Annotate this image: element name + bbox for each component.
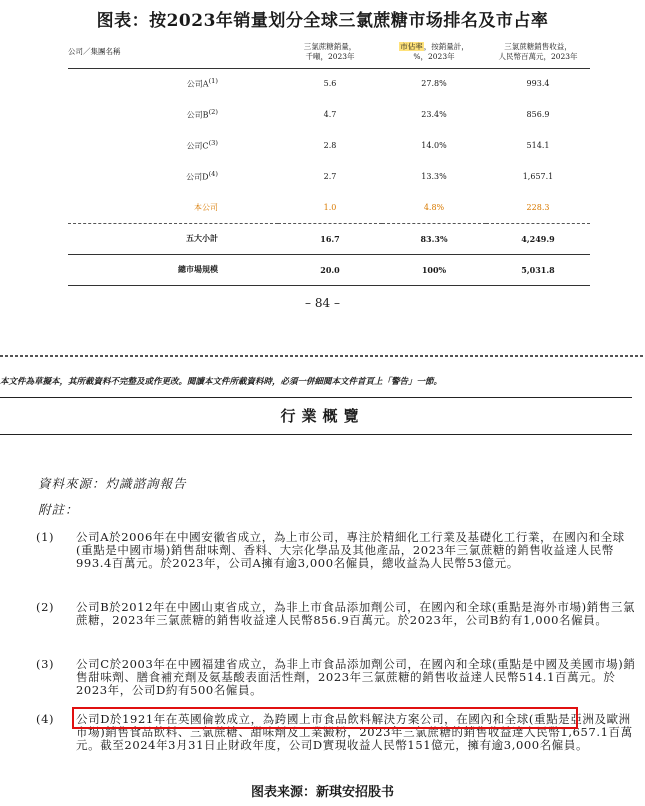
notes-label: 附註：: [38, 502, 79, 517]
red-annotation-box: [72, 707, 578, 729]
note-number: (2): [36, 600, 55, 614]
draft-disclaimer: 本文件為草擬本，其所載資料不完整及或作更改。閱讀本文件所載資料時，必須一併細閱本文件首頁上「警告」一節。: [0, 377, 443, 387]
table-row: 公司$A^{(1)}$ 5.6 27.8% 993.4: [186, 77, 550, 90]
table-row: 公司$D^{(4)}$ 2.7 13.3% 1,657.1: [186, 170, 554, 182]
section-rule-top: [0, 397, 632, 398]
note-number: (1): [36, 530, 55, 544]
market-share-table-wrapper: [68, 36, 590, 286]
note-number: (4): [36, 712, 55, 726]
table-row-subtotal: 五大小計 16.7 83.3% 4,249.9: [68, 223, 590, 254]
note-number: (3): [36, 657, 55, 671]
section-title: 行業概覽: [280, 407, 365, 425]
table-row-our-company: 本公司 1.0 4.8% 228.3: [194, 202, 550, 212]
note-item: [36, 658, 636, 700]
market-share-table: [68, 36, 590, 286]
table-header-row: [68, 36, 590, 68]
header-company: 公司／集團名稱: [68, 46, 121, 56]
data-source-line: 資料來源：灼識諮詢報告: [38, 476, 187, 491]
note-item: [36, 531, 636, 586]
header-share: 市佔率，按銷量計， %，2023年: [400, 41, 469, 61]
chart-title: 图表：按2023年销量划分全球三氯蔗糖市场排名及市占率: [96, 11, 549, 31]
page-number: – 84 –: [305, 296, 340, 310]
note-text: 公司A於2006年在中國安徽省成立，為上市公司，專注於精細化工行業及基礎化工行業，在國內和全球(重點是中國市場)銷售甜味劑、香料、大宗化學品及其他產品，2023年三氯蔗糖的銷售收益達人民幣993.4百萬元。於2023年，公司A擁有逾3,000名僱員，總收益為人民幣53億元。: [76, 530, 625, 570]
header-revenue: 三氯蔗糖銷售收益， 人民幣百萬元，2023年: [498, 41, 578, 61]
header-volume: 三氯蔗糖銷量， 千噸，2023年: [303, 41, 357, 61]
figure-source: 图表来源：新琪安招股书: [250, 785, 394, 800]
note-text: 公司B於2012年在中國山東省成立，為非上市食品添加劑公司，在國內和全球(重點是海外市場)銷售三氯蔗糖，2023年三氯蔗糖的銷售收益達人民幣856.9百萬元。於2023年，公司B約有1,000名僱員。: [76, 600, 636, 627]
table-row: 公司$B^{(2)}$ 4.7 23.4% 856.9: [186, 108, 550, 120]
note-text: 公司D於1921年在英國倫敦成立，為跨國上市食品飲料解決方案公司，在國內和全球(重點是亞洲及歐洲市場)銷售食品飲料、三氯蔗糖、甜味劑及工業澱粉，2023年三氯蔗糖的銷售收益達人民幣1,657.1百萬元。截至2024年3月31日止財政年度，公司D實現收益人民幣151億元，擁有逾3,000名僱員。: [76, 712, 633, 752]
note-text: 公司C於2003年在中國福建省成立，為非上市食品添加劑公司，在國內和全球(重點是中國及美國市場)銷售甜味劑、膳食補充劑及氨基酸表面活性劑，2023年三氯蔗糖的銷售收益達人民幣514.1百萬元。於2023年，公司D約有500名僱員。: [76, 657, 636, 697]
highlighted-market-share-label: 市佔率: [400, 41, 423, 51]
note-item: [36, 601, 636, 643]
table-row-total: 總市場規模 20.0 100% 5,031.8: [68, 254, 590, 285]
page-divider: [0, 355, 645, 357]
section-rule-bottom: [0, 434, 632, 435]
table-row: 公司$C^{(3)}$ 2.8 14.0% 514.1: [186, 139, 550, 151]
